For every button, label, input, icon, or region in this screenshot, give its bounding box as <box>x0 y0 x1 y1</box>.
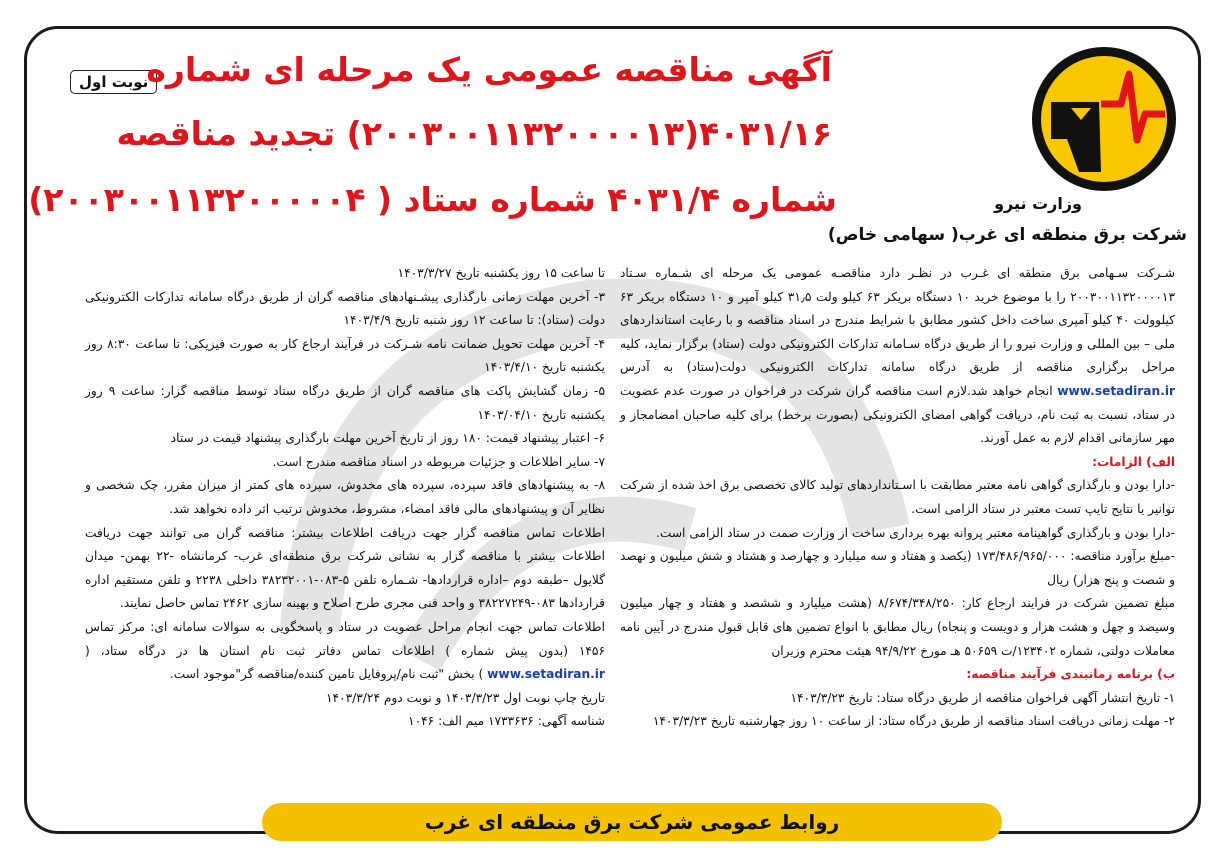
ad-id: شناسه آگهی: ۱۷۳۳۶۳۶ میم الف: ۱۰۴۶ <box>408 714 605 729</box>
requirement-1: -دارا بودن و بارگذاری گواهی نامه معتبر مطابقت با اسـتانداردهای تولید کالای تخصصی برق اخذ شده از شرکت توانیر یا نتایج تایپ تست معتبر در ستاد الزامی است. <box>620 478 1175 516</box>
contact-info: اطلاعات تماس مناقصه گزار جهت دریافت اطلاعات بیشتر: مناقصه گران می توانند جهت دریافت اطلاعات بیشتر با مناقصه گزار به نشانی شرکت برق منطقه‌ای غرب- کرمانشاه -۲۲ بهمن- میدان گلایول –طبقه دوم –اداره قراردادها- شـماره تلفن ۵-۰۸۳-۳۸۲۳۲۰۰۱ داخلی ۲۲۳۸ و تلفن مستقیم اداره قراردادها ۰۸۳-۳۸۲۲۷۲۴۹ و واحد فنی مجری طرح اصلاح و بهینه سازی ۲۴۶۲ تماس حاصل نمایند. <box>85 525 605 611</box>
setad-website-link[interactable]: www.setadiran.ir <box>487 667 605 682</box>
print-dates: تاریخ چاپ نوبت اول ۱۴۰۳/۳/۲۳ و نوبت دوم ۱۴۰۳/۳/۲۴ <box>325 690 605 705</box>
setad-contact-end: ) بخش "ثبت نام/پروفایل تامین کننده/مناقصه گر"موجود است. <box>169 667 484 682</box>
title-line-3: شماره ۴۰۳۱/۴ شماره ستاد ( ۲۰۰۳۰۰۱۱۳۲۰۰۰۰۰۴) <box>28 180 837 219</box>
company-name: شرکت برق منطقه ای غرب( سهامی خاص) <box>827 225 1187 245</box>
requirements-heading: الف) الزامات: <box>1092 454 1175 469</box>
left-item-6: ۶- اعتبار پیشنهاد قیمت: ۱۸۰ روز از تاریخ آخرین مهلت بارگذاری پیشنهاد قیمت در ستاد <box>170 431 605 446</box>
left-column <box>85 262 605 734</box>
title-line-2: ۴۰۳۱/۱۶(۲۰۰۳۰۰۱۱۳۲۰۰۰۰۱۳) تجدید مناقصه <box>116 114 832 153</box>
intro-paragraph <box>620 262 1175 451</box>
left-item-4: ۴- آخرین مهلت تحویل ضمانت نامه شـرکت در فرآیند ارجاع کار به صورت فیزیکی: تا ساعت ۸:۳۰ روز یکشنبه تاریخ ۱۴۰۳/۴/۱۰ <box>85 336 606 375</box>
title-line-1: آگهی مناقصه عمومی یک مرحله ای شماره <box>146 50 832 89</box>
ministry-name: وزارت نیرو <box>994 194 1082 213</box>
requirement-4: مبلغ تضمین شرکت در فرایند ارجاع کار: ۸/۶۷۴/۳۴۸/۲۵۰ (هشت میلیارد و ششصد و هفتاد و چهار میلیون وسیصد و چهل و هشت هزار و دویست و پنجاه) ریال مطابق با انواع تضمین های قابل قبول مندرج در آیین نامه معاملات دولتی، شماره ۱۲۳۴۰۲/ت ۵۰۶۵۹ هـ مورخ ۹۴/۹/۲۲ هیئت محترم وزیران <box>620 596 1175 658</box>
website-link[interactable]: www.setadiran.ir <box>1057 383 1176 398</box>
left-item-7: ۷- سایر اطلاعات و جزئیات مربوطه در اسناد مناقصه مندرج است. <box>272 454 605 469</box>
schedule-heading: ب) برنامه زمانبندی فرآیند مناقصه: <box>966 667 1175 682</box>
intro-text: شـرکت سـهامی برق منطقه ای غـرب در نظـر دارد مناقصـه عمومی یک مرحله ای شـماره سـتاد ۲۰۰۳۰۰۱۱۳۲۰۰۰۰۱۳ را با موضوع خرید ۱۰ دستگاه بریکر ۶۳ کیلو ولت ۳۱٫۵ کیلو آمپر و ۱۰ دستگاه بریکر ۶۳ کیلوولت ۴۰ کیلو آمپری ساخت داخل کشور مطابق با شرایط مندرج در اسناد مناقصه و با رعایت استانداردهای ملی – بین المللی و وزارت نیرو را از طریق درگاه سـامانه تدارکات الکترونیکی دولت (ستاد) برگزار نماید، کلیه مراحل برگزاری مناقصه از طریق درگاه سامانه تدارکات الکترونیکی دولت(ستاد) به آدرس <box>620 266 1176 375</box>
left-item-8: ۸- به پیشنهادهای فاقد سپرده، سپرده های مخدوش، سپرده های کمتر از میزان مقرر، چک شخصی و نظایر آن و پیشنهادهای مالی فاقد امضاء، مشروط، مخدوش ترتیب اثر داده نخواهد شد. <box>85 478 605 516</box>
setad-contact-text: اطلاعات تماس جهت انجام مراحل عضویت در ستاد و پاسخگویی به سوالات سامانه ای: مرکز تماس ۱۴۵۶ (بدون پیش شماره ) اطلاعات تماس دفاتر ثبت نام استان ها در درگاه ستاد، ( <box>85 619 605 658</box>
requirement-2: -دارا بودن و بارگذاری گواهینامه معتبر پروانه بهره برداری ساخت از وزارت صمت در ستاد الزامی است. <box>656 525 1175 540</box>
schedule-2: ۲- مهلت زمانی دریافت اسناد مناقصه از طریق درگاه ستاد: از ساعت ۱۰ روز چهارشنبه تاریخ ۱۴۰۳/۳/۲۳ <box>652 714 1175 729</box>
footer-banner: روابط عمومی شرکت برق منطقه ای غرب <box>262 803 1002 841</box>
schedule-1: ۱- تاریخ انتشار آگهی فراخوان مناقصه از طریق درگاه ستاد: تاریخ ۱۴۰۳/۳/۲۳ <box>790 690 1175 705</box>
intro-continued: انجام خواهد شد.لازم است مناقصه گران شرکت در فراخوان در صورت عدم عضویت در ستاد، نسبت به ثبت نام، دریافت گواهی امضای الکترونیکی (بصورت برخط) برای کلیه صاحبان امضامجاز و مهر سازمانی اقدام لازم به عمل آورند. <box>620 383 1175 446</box>
left-item-5: ۵- زمان گشایش پاکت های مناقصه گران از طریق درگاه ستاد توسط مناقصه گزار: ساعت ۹ روز یکشنبه تاریخ ۱۴۰۳/۰۴/۱۰ <box>85 383 606 422</box>
right-column <box>620 262 1175 734</box>
ministry-logo-icon <box>1029 44 1179 194</box>
requirement-3: -مبلغ برآورد مناقصه: ۱۷۳/۴۸۶/۹۶۵/۰۰۰ (یکصد و هفتاد و سه میلیارد و چهارصد و هشتاد و شش میلیون و نهصد و شصت و پنج هزار) ریال <box>620 549 1175 587</box>
left-line-1: تا ساعت ۱۵ روز یکشنبه تاریخ ۱۴۰۳/۳/۲۷ <box>397 266 605 280</box>
setad-contact <box>85 616 605 687</box>
left-item-3: ۳- آخرین مهلت زمانی بارگذاری پیشـنهادهای مناقصه گران از طریق درگاه سامانه تدارکات الکترونیکی دولت (ستاد): تا ساعت ۱۲ روز شنبه تاریخ ۱۴۰۳/۴/۹ <box>85 289 605 328</box>
turn-badge: نوبت اول <box>70 70 157 94</box>
